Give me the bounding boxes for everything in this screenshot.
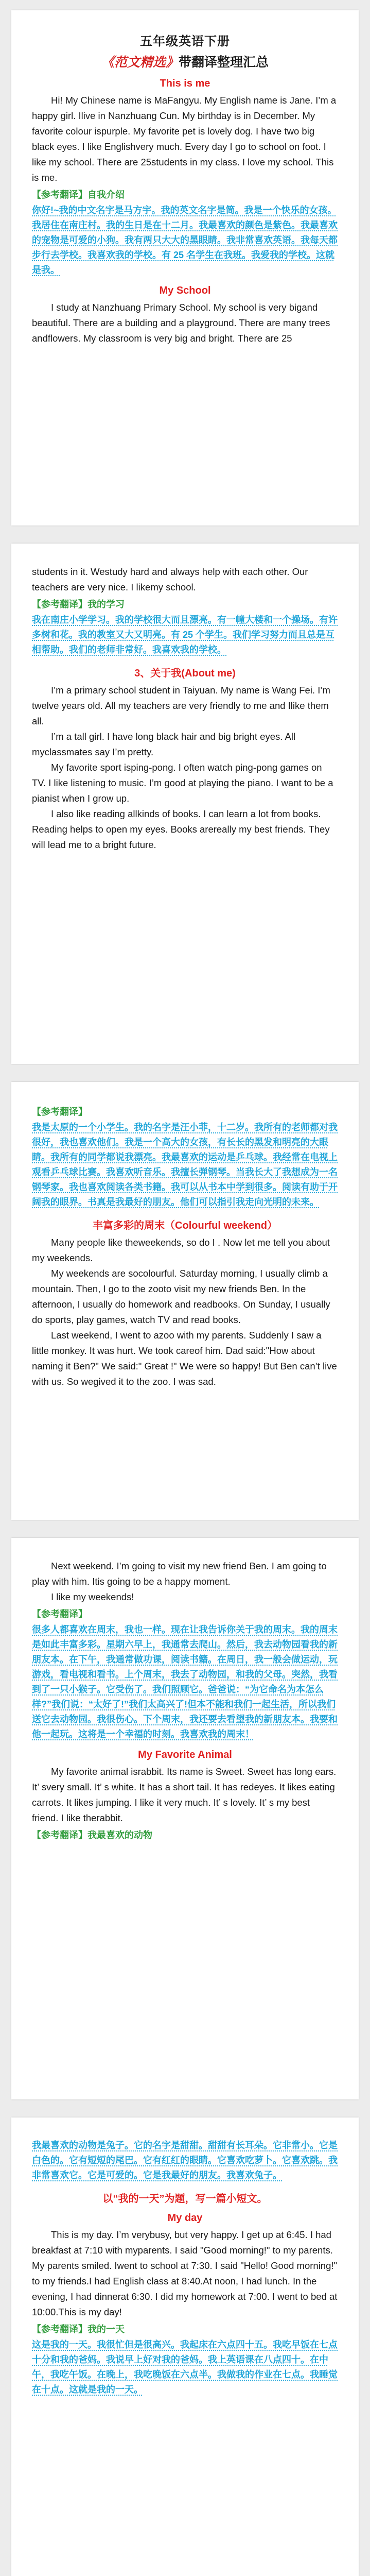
translation-label: 【参考翻译】 <box>32 1609 87 1619</box>
document-page-1 <box>11 10 359 526</box>
section-heading-my-school: My School <box>159 285 211 296</box>
essay-paragraph: I’m a primary school student in Taiyuan. My name is Wang Fei. I’m twelve years old. All my teachers are very friendly to me and Ilike them all. <box>32 685 330 726</box>
document-page-5 <box>11 2117 359 2576</box>
translation-text: 这是我的一天。我很忙但是很高兴。我起床在六点四十五。我吃早饭在七点十分和我的爸妈。我说早上好对我的爸妈。我上英语课在八点四十。在中午，我吃午饭。在晚上，我吃晚饭在六点半。我做我的作业在七点。我睡觉在十点。这就是我的一天。 <box>32 2340 338 2395</box>
subtitle-red: 《范文精选》 <box>101 55 179 70</box>
essay-paragraph: My favorite animal israbbit. Its name is Sweet. Sweet has long ears. It’ svery small. It’ s white. It has a short tail. It has redeyes. It likes eating carrots. It likes jumping. I like it very much. It’ s lovely. It’ s my best friend. I like therabbit. <box>32 1766 337 1823</box>
subtitle-black: 带翻译整理汇总 <box>179 55 269 70</box>
essay-paragraph: students in it. Westudy hard and always help with each other. Our teachers are very nice. I likemy school. <box>32 566 308 592</box>
document-page-3 <box>11 1082 359 1520</box>
essay-paragraph: I study at Nanzhuang Primary School. My school is very bigand beautiful. There are a building and a playground. There are many trees andflowers. My classroom is very big and bright. There are 25 <box>32 302 330 344</box>
section-heading-colourful-weekend: 丰富多彩的周末（Colourful weekend） <box>93 1220 277 1231</box>
essay-paragraph: My favorite sport isping-pong. I often watch ping-pong games on TV. I like listening to music. I’m good at playing the piano. I want to be a pianist when I grow up. <box>32 762 333 804</box>
translation-text: 很多人都喜欢在周末，我也一样。现在让我告诉你关于我的周末。我的周末是如此丰富多彩。星期六早上，我通常去爬山。然后，我去动物园看我的新朋友本。在下午，我通常做功课，阅读书籍。在周日，我一般会做运动，玩游戏，看电视和看书。上个周末，我去了动物园，和我的父母。突然，我看到了一只小猴子。它受伤了。我们照顾它。爸爸说：“为它命名为本怎么样?”我们说：“太好了!”我们太高兴了!但本不能和我们一起生活，所以我们送它去动物园。我很伤心。下个周末，我还要去看望我的新朋友本。我要和他一起玩。这将是一个幸福的时刻。我喜欢我的周末！ <box>32 1624 338 1739</box>
translation-label: 【参考翻译】自我介绍 <box>32 190 125 200</box>
document-title: 五年级英语下册 <box>140 35 230 48</box>
essay-paragraph: My weekends are socolourful. Saturday morning, I usually climb a mountain. Then, I go to the zooto visit my new friends Ben. In the afternoon, I usually do homework and readbooks. On Sunday, I usually do sports, play games, watch TV and read books. <box>32 1268 330 1325</box>
essay-paragraph: I like my weekends! <box>51 1591 134 1602</box>
translation-label: 【参考翻译】 <box>32 1107 87 1117</box>
section-heading-favorite-animal: My Favorite Animal <box>138 1749 232 1760</box>
translation-text: 你好!~我的中文名字是马方宇。我的英文名字是简。我是一个快乐的女孩。我居住在南庄村。我的生日是在十二月。我最喜欢的颜色是紫色。我最喜欢的宠物是可爱的小狗。我有两只大大的黑眼睛。我非常喜欢英语。我每天都步行去学校。我喜欢我的学校。有 25 名学生在我班。我爱我的学校。这就是我。 <box>32 205 338 275</box>
translation-label: 【参考翻译】我的一天 <box>32 2324 125 2334</box>
essay-paragraph: Last weekend, I went to azoo with my parents. Suddenly I saw a little monkey. It was hurt. We took careof him. Dad said:"How about naming it Ben?" We said:" Great !" We were so happy! But Ben can’t live with us. So wegived it to the zoo. I was sad. <box>32 1330 337 1387</box>
essay-paragraph: Many people like theweekends, so do I . Now let me tell you about my weekends. <box>32 1237 330 1263</box>
essay-paragraph: This is my day. I’m verybusy, but very happy. I get up at 6:45. I had breakfast at 7:10 with myparents. I said "Good morning!" to my parents. My parents smiled. Iwent to school at 7:30. I said "Hello! Good morning!" to my friends.I had English class at 8:40.At noon, I had lunch. In the evening, I had dinnerat 6:30. I did my homework at 7:00. I went to bed at 10:00.This is my day! <box>32 2229 338 2317</box>
document-subtitle <box>32 52 338 71</box>
writing-prompt: 以“我的一天”为题，写一篇小短文。 <box>102 2193 268 2205</box>
section-heading-this-is-me: This is me <box>160 78 210 89</box>
document-page-4 <box>11 1538 359 2099</box>
essay-paragraph: I also like reading allkinds of books. I can learn a lot from books. Reading helps to open my eyes. Books arereally my best friends. They will lead me to a bright future. <box>32 808 330 850</box>
document-page-2 <box>11 544 359 1064</box>
translation-label: 【参考翻译】我最喜欢的动物 <box>32 1830 152 1840</box>
translation-text: 我是太原的一个小学生。我的名字是汪小菲，十二岁。我所有的老师都对我很好，我也喜欢他们。我是一个高大的女孩，有长长的黑发和明亮的大眼睛。我所有的同学都说我漂亮。我最喜欢的运动是乒乓球。我经常在电视上观看乒乓球比赛。我喜欢听音乐。我擅长弹钢琴。当我长大了我想成为一名钢琴家。我也喜欢阅读各类书籍。我可以从书本中学到很多。阅读有助于开阔我的眼界。书真是我最好的朋友。他们可以指引我走向光明的未来。 <box>32 1122 338 1207</box>
translation-text: 我在南庄小学学习。我的学校很大而且漂亮。有一幢大楼和一个操场。有许多树和花。我的教室又大又明亮。有 25 个学生。我们学习努力而且总是互相帮助。我们的老师非常好。我喜欢我的学校。 <box>32 615 338 655</box>
section-heading-my-day: My day <box>167 2212 203 2224</box>
section-heading-about-me: 3、关于我(About me) <box>134 668 236 679</box>
translation-label: 【参考翻译】我的学习 <box>32 599 125 609</box>
essay-paragraph: I’m a tall girl. I have long black hair and big bright eyes. All myclassmates say I’m pretty. <box>32 731 296 757</box>
essay-paragraph: Hi! My Chinese name is MaFangyu. My English name is Jane. I’m a happy girl. Ilive in Nanzhuang Cun. My birthday is in December. My favorite colour ispurple. My favorite pet is lovely dog. I have two big black eyes. I like Englishvery much. Every day I go to school on foot. I like my school. There are 25students in my class. I love my school. This is me. <box>32 95 337 183</box>
essay-paragraph: Next weekend. I’m going to visit my new friend Ben. I am going to play with him. Itis going to be a happy moment. <box>32 1561 327 1587</box>
translation-text: 我最喜欢的动物是兔子。它的名字是甜甜。甜甜有长耳朵。它非常小。它是白色的。它有短短的尾巴。它有红红的眼睛。它喜欢吃萝卜。它喜欢跳。我非常喜欢它。它是可爱的。它是我最好的朋友。我喜欢兔子。 <box>32 2140 338 2180</box>
